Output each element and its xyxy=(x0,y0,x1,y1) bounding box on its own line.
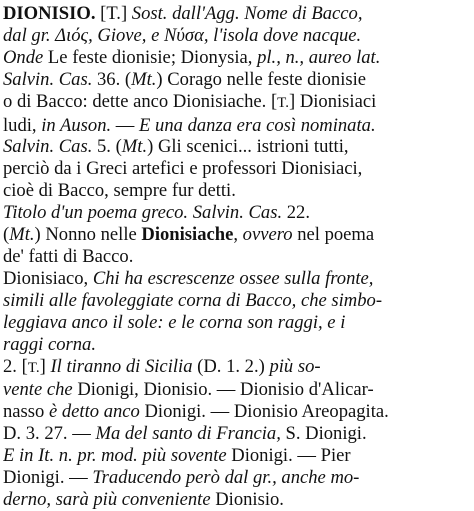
text-line xyxy=(3,246,467,268)
text-run: ) Corago nelle feste dionisie xyxy=(156,68,367,90)
text-run: Mt. xyxy=(9,224,35,246)
text-run: Dionigi. — Pier xyxy=(226,445,351,467)
text-line xyxy=(3,91,467,115)
text-line xyxy=(3,379,467,401)
text-line xyxy=(3,69,467,91)
text-run: Sost. dall'Agg. Nome di Bacco, xyxy=(131,3,363,24)
text-line xyxy=(3,290,467,312)
text-run: Dionigi. — xyxy=(3,467,93,489)
text-run: nasso xyxy=(3,401,49,423)
text-run: S. Dionigi. xyxy=(280,423,367,445)
text-run: D. 3. 27. — xyxy=(3,423,96,445)
text-run: 5. ( xyxy=(92,136,122,158)
text-run: vente che xyxy=(3,379,73,401)
text-run: Dionigi. — Dionisio Areopagita. xyxy=(139,401,389,423)
text-run: ) Nonno nelle xyxy=(34,224,142,246)
text-run: Dionigi, Dionisio. — Dionisio d'Alicar- xyxy=(72,379,374,401)
text-line xyxy=(3,115,467,137)
text-run: Chi ha escrescenze ossee sulla fronte, xyxy=(92,267,374,289)
text-line xyxy=(3,224,467,246)
text-run: 36. ( xyxy=(92,68,132,90)
text-line xyxy=(3,136,467,158)
text-run: Titolo d'un poema greco. Salvin. Cas. xyxy=(3,202,283,224)
text-run: ) Gli scenici... istrioni tutti, xyxy=(147,136,349,158)
text-run: , xyxy=(233,224,243,246)
text-line xyxy=(3,356,467,380)
text-run: ] Dionisiaci xyxy=(288,90,377,112)
text-run: Le feste dionisie; Dionysia, xyxy=(43,46,258,68)
text-run: Salvin. Cas. xyxy=(3,136,93,158)
text-line xyxy=(3,489,467,511)
text-line xyxy=(3,334,467,356)
text-run: DIONISIO. xyxy=(3,3,96,24)
text-line xyxy=(3,312,467,334)
text-line xyxy=(3,467,467,489)
text-run: Dionisiaco, xyxy=(3,267,93,289)
text-line xyxy=(3,268,467,290)
text-run: nel poema xyxy=(292,224,375,246)
text-run: Mt. xyxy=(131,68,157,90)
text-run: raggi corna. xyxy=(3,333,96,355)
text-run: in Auson. xyxy=(41,114,112,136)
text-run: perciò da i Greci artefici e professori Dionisiaci, xyxy=(3,158,363,180)
text-run: Traducendo però dal gr., anche mo- xyxy=(92,467,360,489)
text-run: ovvero xyxy=(242,224,293,246)
text-run: simili alle favoleggiate corna di Bacco, che simbo- xyxy=(3,289,383,311)
text-run: Dionisiache xyxy=(141,224,234,246)
text-run: de' fatti di Bacco. xyxy=(3,245,134,267)
text-line xyxy=(3,25,467,47)
text-run: cioè di Bacco, sempre fur detti. xyxy=(3,180,236,202)
text-run: derno, sarà più conveniente xyxy=(3,488,211,510)
text-run: ludi, xyxy=(3,114,42,136)
text-run: 2. [ xyxy=(3,355,28,377)
text-run: più so- xyxy=(269,355,321,377)
text-line xyxy=(3,202,467,224)
text-run: (D. 1. 2.) xyxy=(192,355,270,377)
text-run: Ma del santo di Francia, xyxy=(95,423,281,445)
text-run: Salvin. Cas. xyxy=(3,68,93,90)
text-line xyxy=(3,401,467,423)
text-run: Dionisio. xyxy=(210,488,284,510)
text-run: Onde xyxy=(3,46,44,68)
text-run: ( xyxy=(3,224,10,246)
text-run: pl., n., aureo lat. xyxy=(257,46,381,68)
text-run: T. xyxy=(27,359,40,376)
text-run: E una danza era così nominata. xyxy=(139,114,376,136)
text-run: E in It. n. pr. mod. più sovente xyxy=(3,445,227,467)
text-line xyxy=(3,445,467,467)
text-run: o di Bacco: dette anco Dionisiache. [ xyxy=(3,90,278,112)
text-line xyxy=(3,47,467,69)
text-run: T. xyxy=(277,94,289,111)
text-line xyxy=(3,423,467,445)
text-run: è detto anco xyxy=(48,401,140,423)
text-run: ] xyxy=(39,355,51,377)
text-line xyxy=(3,180,467,202)
text-run: Il tiranno di Sicilia xyxy=(50,355,193,377)
text-run: — xyxy=(111,114,140,136)
dictionary-entry-dionisio xyxy=(3,3,467,511)
text-line xyxy=(3,158,467,180)
text-run: 22. xyxy=(282,202,310,224)
text-run: leggiava anco il sole: e le corna son raggi, e i xyxy=(3,311,346,333)
text-run: dal gr. Διός, Giove, e Νύσα, l'isola dove nacque. xyxy=(3,24,362,46)
text-run: Mt. xyxy=(121,136,148,158)
text-line xyxy=(3,3,467,25)
text-run: [T.] xyxy=(95,3,132,24)
